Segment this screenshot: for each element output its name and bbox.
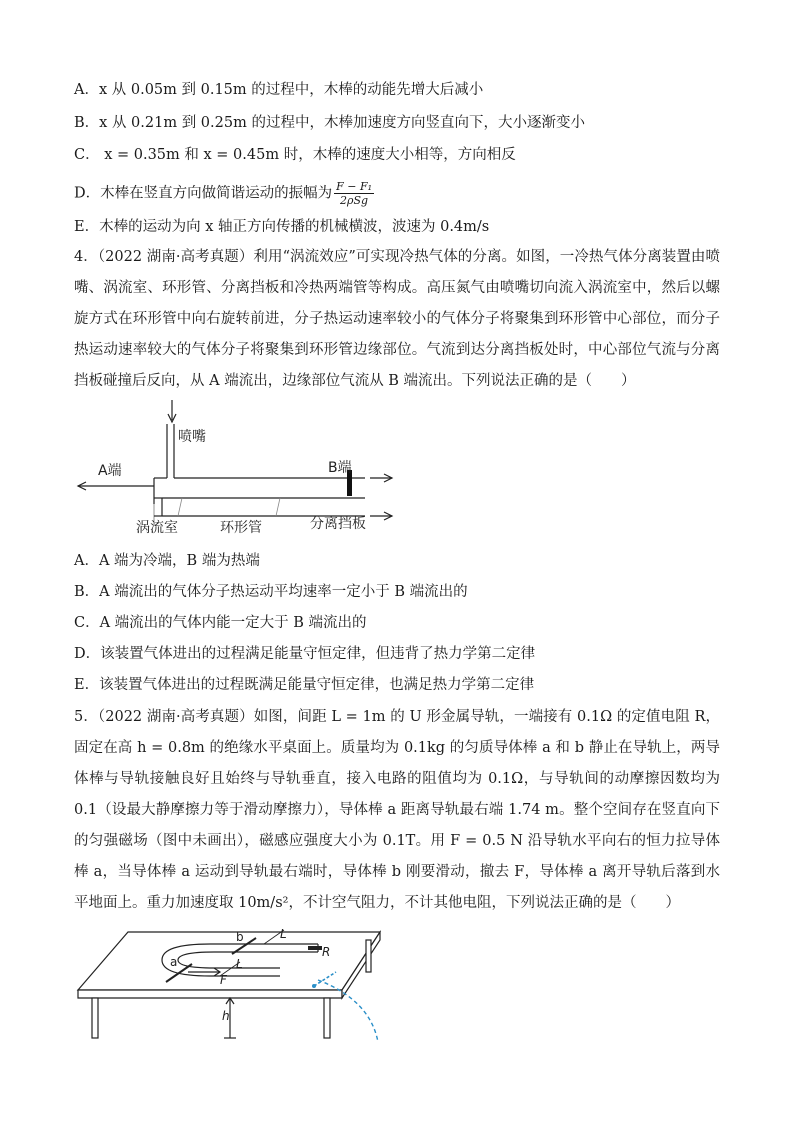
q3-option-e: E．木棒的运动为向 x 轴正方向传播的机械横波，波速为 0.4m/s (74, 219, 490, 235)
label-rod-a: a (170, 955, 178, 969)
q3-option-c: C． x = 0.35m 和 x = 0.45m 时，木棒的速度大小相等，方向相反 (74, 147, 516, 163)
q5-stem: 5．（2022 湖南·高考真题）如图，间距 L = 1m 的 U 形金属导轨，一端接有 0.1Ω 的定值电阻 R，固定在高 h = 0.8m 的绝缘水平桌面上。质量均为 0.1kg 的匀质导体棒 a 和 b 静止在导轨上，两导体棒与导轨接触良好且始终与导轨垂直，接入电路的阻值均为 0.1Ω，与导轨间的动摩擦因数均为 0.1（设最大静摩擦力等于滑动摩擦力），导体棒 a 距离导轨最右端 1.74 m。整个空间存在竖直向下的匀强磁场（图中未画出），磁感应强度大小为 0.1T。用 F = 0.5 N 沿导轨水平向右的恒力拉导体棒 a，当导体棒 a 运动到导轨最右端时，导体棒 b 刚要滑动，撤去 F，导体棒 a 离开导轨后落到水平地面上。重力加速度取 10m/s²，不计空气阻力，不计其他电阻，下列说法正确的是（ ） (74, 709, 720, 911)
q3-option-a: A．x 从 0.05m 到 0.15m 的过程中，木棒的动能先增大后减小 (74, 82, 484, 98)
label-force-f: F (220, 973, 227, 987)
q4-stem: 4．（2022 湖南·高考真题）利用“涡流效应”可实现冷热气体的分离。如图，一冷热气体分离装置由喷嘴、涡流室、环形管、分离挡板和冷热两端管等构成。高压氮气由喷嘴切向流入涡流室中，然后以螺旋方式在环形管中向右旋转前进，分子热运动速率较小的气体分子将聚集到环形管中心部位，而分子热运动速率较大的气体分子将聚集到环形管边缘部位。气流到达分离挡板处时，中心部位气流与分离挡板碰撞后反向，从 A 端流出，边缘部位气流从 B 端流出。下列说法正确的是（ ） (74, 249, 720, 389)
q3-option-d (74, 180, 374, 207)
fraction-denominator: 2ρSg (340, 194, 369, 207)
label-resistor-r: R (322, 945, 331, 959)
q4-vortex-tube-figure (70, 398, 400, 538)
q3-option-d-text: D．木棒在竖直方向做简谐运动的振幅为 (74, 185, 333, 202)
label-ring-tube: 环形管 (220, 520, 262, 536)
resistor-r (308, 946, 322, 950)
label-l-upper: L (280, 927, 287, 941)
label-nozzle: 喷嘴 (178, 429, 206, 445)
q4-option-a: A．A 端为冷端，B 端为热端 (74, 553, 260, 569)
fraction-numerator: F − F₁ (336, 180, 373, 193)
q4-option-d: D．该装置气体进出的过程满足能量守恒定律，但违背了热力学第二定律 (74, 646, 536, 662)
label-a-end: A端 (98, 463, 122, 479)
q3-option-b: B．x 从 0.21m 到 0.25m 的过程中，木棒加速度方向竖直向下，大小逐渐变小 (74, 115, 585, 131)
q4-option-b: B．A 端流出的气体分子热运动平均速率一定小于 B 端流出的 (74, 584, 468, 600)
label-vortex-chamber: 涡流室 (136, 520, 178, 536)
label-baffle: 分离挡板 (310, 516, 366, 532)
label-l-lower: L (236, 957, 243, 971)
label-rod-b: b (236, 930, 244, 944)
label-b-end: B端 (328, 460, 352, 476)
q5-rail-table-figure (70, 920, 410, 1045)
q4-option-e: E．该装置气体进出的过程既满足能量守恒定律，也满足热力学第二定律 (74, 677, 535, 693)
q4-option-c: C．A 端流出的气体内能一定大于 B 端流出的 (74, 615, 367, 631)
label-height-h: h (222, 1009, 230, 1023)
amplitude-fraction (334, 180, 374, 207)
